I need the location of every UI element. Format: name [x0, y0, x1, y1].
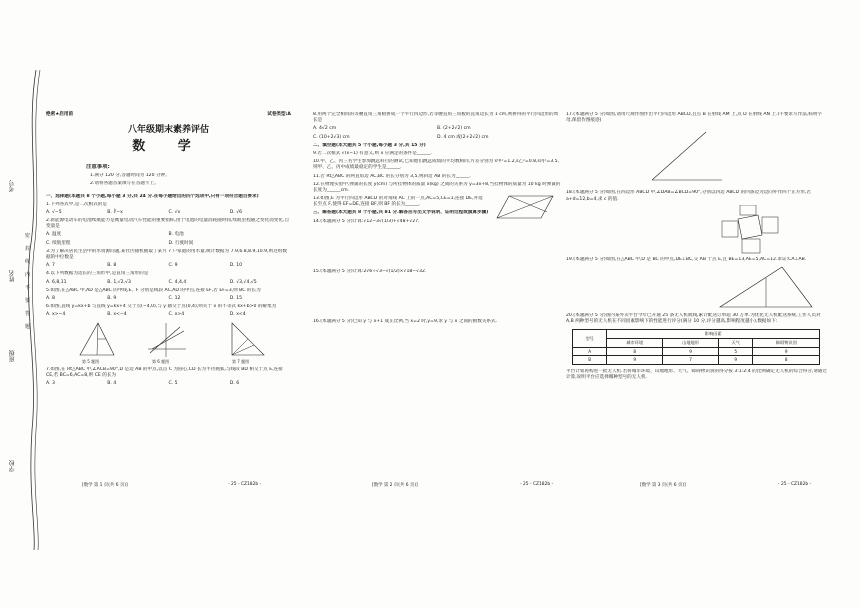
page-code: - 25 - CZ182b -: [520, 482, 554, 487]
option: A. 4√2 cm: [313, 126, 337, 132]
section-heading: 一、选择题(本题共 8 个小题,每小题 3 分,共 24 分.在每小题给出的四个选项中,只有一项符合题目要求): [46, 193, 259, 199]
table-row: [573, 356, 820, 365]
figure-q5-triangle: [76, 321, 118, 359]
page-3-column: [566, 112, 828, 383]
q2-options: [46, 241, 291, 247]
question-4: 4.以下列数据为边长的三角形中,是直角三角形的是: [46, 271, 149, 277]
table-row: [573, 347, 820, 356]
table-cell: A: [573, 347, 607, 356]
cut-line-words: [25, 230, 33, 334]
option: B. 9: [107, 295, 117, 301]
option: B. 1,√2,√3: [107, 279, 131, 285]
cut-word: 线: [25, 259, 31, 265]
table-cell: 9: [607, 356, 663, 365]
notes-title: 注意事项:: [86, 163, 110, 170]
question-10: 10.甲、乙、丙三名学生参加跳远科目的测试,已知他们跳远成绩的平均数相同,方差分别为 s甲²=1.2,s乙²=0.8,s丙²=3.5,则甲、乙、丙中成绩最稳定的学生是______.: [313, 159, 559, 171]
q7-options: [46, 381, 291, 387]
page-footer: [数学 第 1 页(共 6 页)]: [82, 483, 128, 488]
question-3: 3.为了解决居民生活中的水资源问题,某社区随机抽取了某月 7 户家庭的用水量,统计数据为 7.9,6.8,8.9,10.9,则这组数据的中位数是: [46, 248, 287, 261]
note-item: 1.满分 120 分,答题时间为 120 分钟。: [90, 173, 170, 179]
figure-q17-angle: [646, 126, 726, 186]
exam-subject: 数 学: [132, 139, 205, 155]
page-code: - 25 - CZ182b -: [778, 482, 812, 487]
q4-options: [46, 280, 291, 286]
option: D. 15: [229, 295, 243, 301]
question-2: 2.新能源电动车的电池续航能力是衡量电动汽车性能的重要指标,由于电池的电量消耗随时间,续航里程随之变化而变化,自变量是: [46, 218, 290, 230]
question-15: 15.(本题满分 5 分)计算:2√6÷√3−√(1/2)×√18−√32.: [313, 268, 427, 274]
figure-caption: 第 7 题图: [232, 358, 250, 364]
option: A. 温度: [46, 232, 62, 238]
label-class: 班级: [9, 350, 16, 362]
question-5: 5.如图,在△ABC 中,AD 是△ABC 的中线,E、F 分别是线段 AC,AD 的中点,连接 EF,若 EF=3,则 BC 的长为: [46, 287, 261, 293]
section-heading: 三、解答题(本大题共 8 个小题,共 81 分.解答应写出文字说明、证明过程或演算步骤): [313, 210, 489, 216]
question-20: 20.(本题满分 5 分)国内某外卖平台今年已开通 25 条无人机航线,累计配送订单超 30 万单.为优化无人机配送系统,工作人员对 A,B 两种型号的无人机在不同因素影响下的性能进行评分(满分 10 分,评分越高,影响程度越小),数据如下:: [566, 312, 821, 325]
section-heading: 二、填空题(本大题共 5 个小题,每小题 3 分,共 15 分): [313, 142, 426, 148]
question-14: 14.(本题满分 5 分)计算:√12−3√(1/3)+√48+√27.: [313, 218, 420, 224]
option: C. x>4: [168, 312, 185, 318]
table-subheader: 天气: [719, 338, 753, 347]
question-9: 9.若二次根式 √(x−1) 有意义,则 x 应满足的条件是______.: [313, 150, 433, 156]
option: D. 行驶时间: [168, 240, 194, 246]
q8-options: [313, 135, 561, 141]
question-17: 17.(本题满分 5 分)如图,请用尺规作图作出平行四边形 ABCD,且点 B 在射线 AM 上,点 D 在射线 AN 上.(不要求写作法,标明字母,保留作图痕迹): [566, 112, 823, 124]
exam-title: 八年级期末素养评估: [127, 125, 209, 136]
cut-word: 不: [25, 285, 31, 291]
option: A. √−5: [46, 209, 62, 215]
page-code: - 25 - CZ182b -: [228, 482, 262, 487]
figure-caption: 第 5 题图: [82, 358, 100, 364]
label-school: 学校: [9, 460, 16, 472]
option: C. 5: [168, 380, 178, 386]
option: C. √x: [168, 209, 181, 215]
table-subheader: 城市环境: [607, 338, 663, 347]
option: B. ∛−x: [107, 209, 123, 215]
question-12: 12.在物理实验中,弹簧的长度 y(cm) 与所挂物体的质量 x(kg) 之间的关系为 y=3x+8,当挂物体的质量为 10 kg 时弹簧的长度为______cm.: [313, 181, 561, 193]
q20-score-table: [572, 329, 820, 365]
option: B. 8: [107, 263, 117, 269]
cut-word: 答: [25, 311, 31, 317]
paper-type: 试卷类型:A: [267, 112, 291, 117]
table-header-factors: 影响因素: [607, 330, 820, 339]
option: A. x>−4: [46, 312, 66, 318]
option: B. 4: [107, 380, 117, 386]
question-1: 1.下列各式中,是二次根式的是: [46, 201, 107, 207]
option: D. 4 cm 或(2+2√2) cm: [437, 134, 489, 140]
table-subheader: 山地地形: [663, 338, 719, 347]
question-19: 19.(本题满分 5 分)如图,在△ABC 中,D 是 BC 的中点,DE⊥BC,交 AB 于点 E,且 BE=13,AE=5,AC=12.求证:CA⊥AB.: [566, 256, 807, 262]
question-8: 8.用两个完全相同的等腰直角三角板拼成一个平行四边形,若等腰直角三角板的直角边长为 1 cm,则拼得的平行四边形的周长是: [313, 112, 559, 124]
page-1-figures: [46, 321, 291, 367]
table-cell: 9: [663, 347, 719, 356]
question-7: 7.如图,在 Rt△ABC 中,∠ACB=90°,D 是边 AB 的中点,以点 C 为圆心,CD 长为半径画弧,与线段 BD 相交于点 E,连接 CE,若 BC=6,AC=8,则 CE 的长为: [46, 366, 283, 378]
cut-word: 要: [25, 298, 31, 304]
q1-options: [46, 210, 291, 216]
question-13: 13.如图,E 为平行四边形 ABCD 的对角线 AC 上的一点,AC=5,CE=1,连接 DE,并延长至点 F,使得 EF=DE,连接 BF,则 BF 的长为______.: [313, 196, 483, 208]
label-exam-number: 考号: [9, 180, 16, 192]
option: C. 续航里程: [46, 240, 71, 246]
option: C. 9: [168, 263, 178, 269]
question-18: 18.(本题满分 5 分)如图,在四边形 ABCD 中,∠DAB=∠BCD=90°,分别以四边 ABCD 的四条边为边向外作四个正方形,若 a+d=12,b=4,求 c 的值.: [566, 190, 811, 202]
q13-block: [313, 196, 561, 208]
secret-mark: 绝密★启用前: [46, 112, 74, 117]
option: B. 电池: [168, 232, 184, 238]
q3-options: [46, 263, 291, 269]
label-name: 姓名: [9, 270, 16, 282]
table-cell: 8: [607, 347, 663, 356]
option: B. x<−4: [107, 312, 127, 318]
cut-word: 密: [25, 233, 31, 239]
option: A. 8: [46, 295, 55, 301]
question-20-conclusion: 平台计划再购进一批无人机.若将城市环境、山地地形、天气、障碍物识别的得分按 3:1:2:4 的比例确定无人机的综合得分,请通过计算,说明平台应选择哪种型号的无人机.: [566, 369, 828, 381]
table-cell: 9: [719, 356, 753, 365]
table-cell: 7: [663, 356, 719, 365]
option: C. 12: [168, 295, 181, 301]
option: B. (2+2√2) cm: [437, 126, 471, 132]
question-16: 16.(本题满分 5 分)已知 y 与 x+1 成正比例,当 x=2 时,y=9,求 y 与 x 之间的函数关系式.: [313, 319, 498, 324]
option: C. (10+2√3) cm: [313, 134, 350, 140]
question-6: 6.如图,直线 y=kx+b 与直线 y=kx+4 交于点(−4,0),与 y 轴交于点(0,4),则关于 x 的不等式 kx+b>0 的解集为: [46, 304, 277, 310]
cut-word: 题: [25, 324, 31, 330]
option: D. 6: [229, 380, 240, 386]
option: A. 3: [46, 380, 55, 386]
option: A. 6,8,11: [46, 279, 67, 285]
option: D. √3,√4,√5: [229, 279, 257, 285]
table-cell: 5: [719, 347, 753, 356]
figure-q13-parallelogram: [495, 192, 557, 222]
figure-q6-graph: [146, 321, 188, 359]
figure-q7-triangle: [226, 321, 268, 359]
q8-options: [313, 126, 561, 132]
option: D. √6: [229, 209, 243, 215]
note-item: 2.请将各题答案填写在答题卡上。: [90, 181, 159, 187]
figure-q19-triangle: [716, 265, 816, 311]
q18-figure-area: [566, 205, 828, 257]
table-header-model: 型号: [573, 330, 607, 347]
q2-options: [46, 232, 291, 238]
q6-options: [46, 312, 291, 318]
table-cell: 9: [753, 347, 820, 356]
page-footer: [数学 第 2 页(共 6 页)]: [372, 483, 418, 488]
cut-word: 封: [25, 246, 31, 252]
option: D. x<4: [229, 312, 246, 318]
page-1-column: [46, 112, 291, 389]
table-subheader: 障碍物识别: [753, 338, 820, 347]
q5-options: [46, 296, 291, 302]
figure-q18-squares: [716, 205, 786, 255]
option: C. 4,4,4: [168, 279, 187, 285]
q17-figure-area: [566, 126, 828, 190]
cut-word: 内: [25, 272, 31, 278]
table-cell: B: [573, 356, 607, 365]
page-footer: [数学 第 3 页(共 6 页)]: [640, 483, 686, 488]
question-11: 11.若 Rt△ABC 的两直角边 AC,BC 的长分别为 3,5,则斜边 AB 的长为______.: [313, 173, 471, 179]
table-cell: 8: [753, 356, 820, 365]
option: D. 10: [229, 263, 243, 269]
q19-figure-area: [566, 265, 828, 313]
figure-caption: 第 6 题图: [152, 358, 170, 364]
option: A. 7: [46, 263, 55, 269]
page-2-column: [313, 112, 561, 327]
